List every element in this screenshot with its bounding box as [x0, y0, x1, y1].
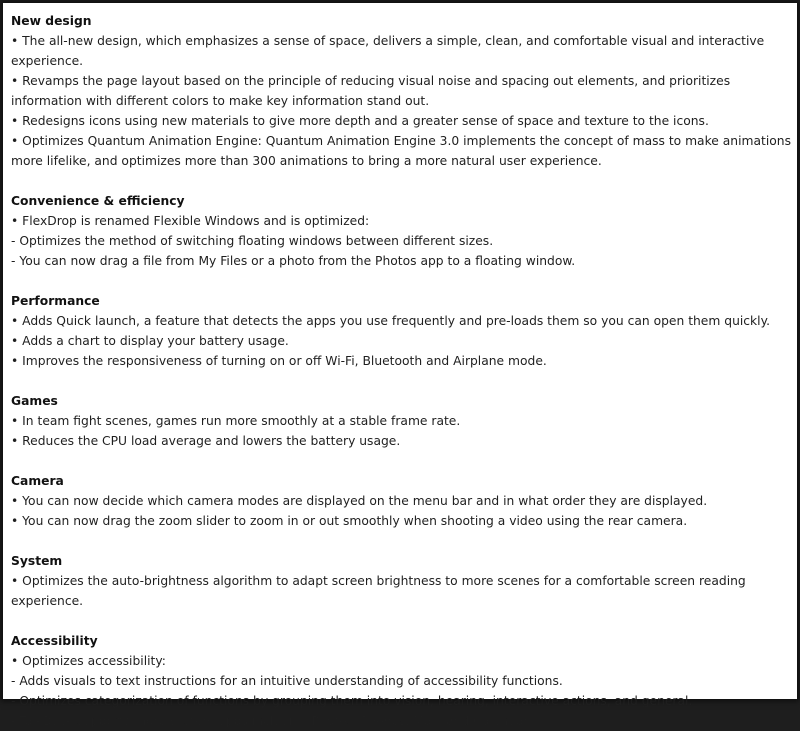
document-page [3, 3, 797, 728]
list-item: - Optimizes categorization of functions by grouping them into vision, hearing, interactive actions, and general. [11, 694, 693, 708]
section-heading: Camera [11, 474, 64, 488]
section-heading: System [11, 554, 63, 568]
section-games [11, 391, 791, 451]
list-item: • FlexDrop is renamed Flexible Windows and is optimized: [11, 214, 370, 228]
section-heading: Accessibility [11, 634, 98, 648]
section-camera [11, 471, 791, 531]
section-performance [11, 291, 791, 371]
section-new-design [11, 11, 791, 171]
list-item: • Revamps the page layout based on the principle of reducing visual noise and spacing out elements, and prioritizes information with different colors to make key information stand out. [11, 74, 731, 108]
list-item: • Adds Quick launch, a feature that detects the apps you use frequently and pre-loads them so you can open them quickly. [11, 314, 771, 328]
list-item: • In team fight scenes, games run more smoothly at a stable frame rate. [11, 414, 461, 428]
list-item: • Redesigns icons using new materials to give more depth and a greater sense of space and texture to the icons. [11, 114, 709, 128]
list-item: • Improves the responsiveness of turning on or off Wi-Fi, Bluetooth and Airplane mode. [11, 354, 547, 368]
list-item: • You can now drag the zoom slider to zoom in or out smoothly when shooting a video using the rear camera. [11, 514, 688, 528]
section-heading: Convenience & efficiency [11, 194, 185, 208]
list-item: - You can now drag a file from My Files or a photo from the Photos app to a floating window. [11, 254, 576, 268]
section-heading: Games [11, 394, 58, 408]
list-item: • Adds a chart to display your battery usage. [11, 334, 289, 348]
section-system [11, 551, 791, 611]
list-item: • The all-new design, which emphasizes a sense of space, delivers a simple, clean, and comfortable visual and interactive experience. [11, 34, 765, 68]
section-heading: New design [11, 14, 92, 28]
section-accessibility [11, 631, 791, 731]
list-item: • Optimizes accessibility: [11, 654, 166, 668]
list-item: • You can now decide which camera modes are displayed on the menu bar and in what order they are displayed. [11, 494, 708, 508]
list-item: - Adds visuals to text instructions for an intuitive understanding of accessibility functions. [11, 674, 563, 688]
list-item: • Optimizes Quantum Animation Engine: Quantum Animation Engine 3.0 implements the concept of mass to make animations more lifelike, and optimizes more than 300 animations to bring a more natural user experience. [11, 134, 791, 168]
section-heading: Performance [11, 294, 100, 308]
release-notes [11, 11, 791, 731]
list-item: - Optimizes the method of switching floating windows between different sizes. [11, 234, 494, 248]
section-convenience-efficiency [11, 191, 791, 271]
list-item: - TalkBack supports more system apps including Photos, Phones, Mail, and Calendar. [11, 714, 532, 728]
list-item: • Optimizes the auto-brightness algorithm to adapt screen brightness to more scenes for a comfortable screen reading experience. [11, 574, 746, 608]
list-item: • Reduces the CPU load average and lowers the battery usage. [11, 434, 401, 448]
